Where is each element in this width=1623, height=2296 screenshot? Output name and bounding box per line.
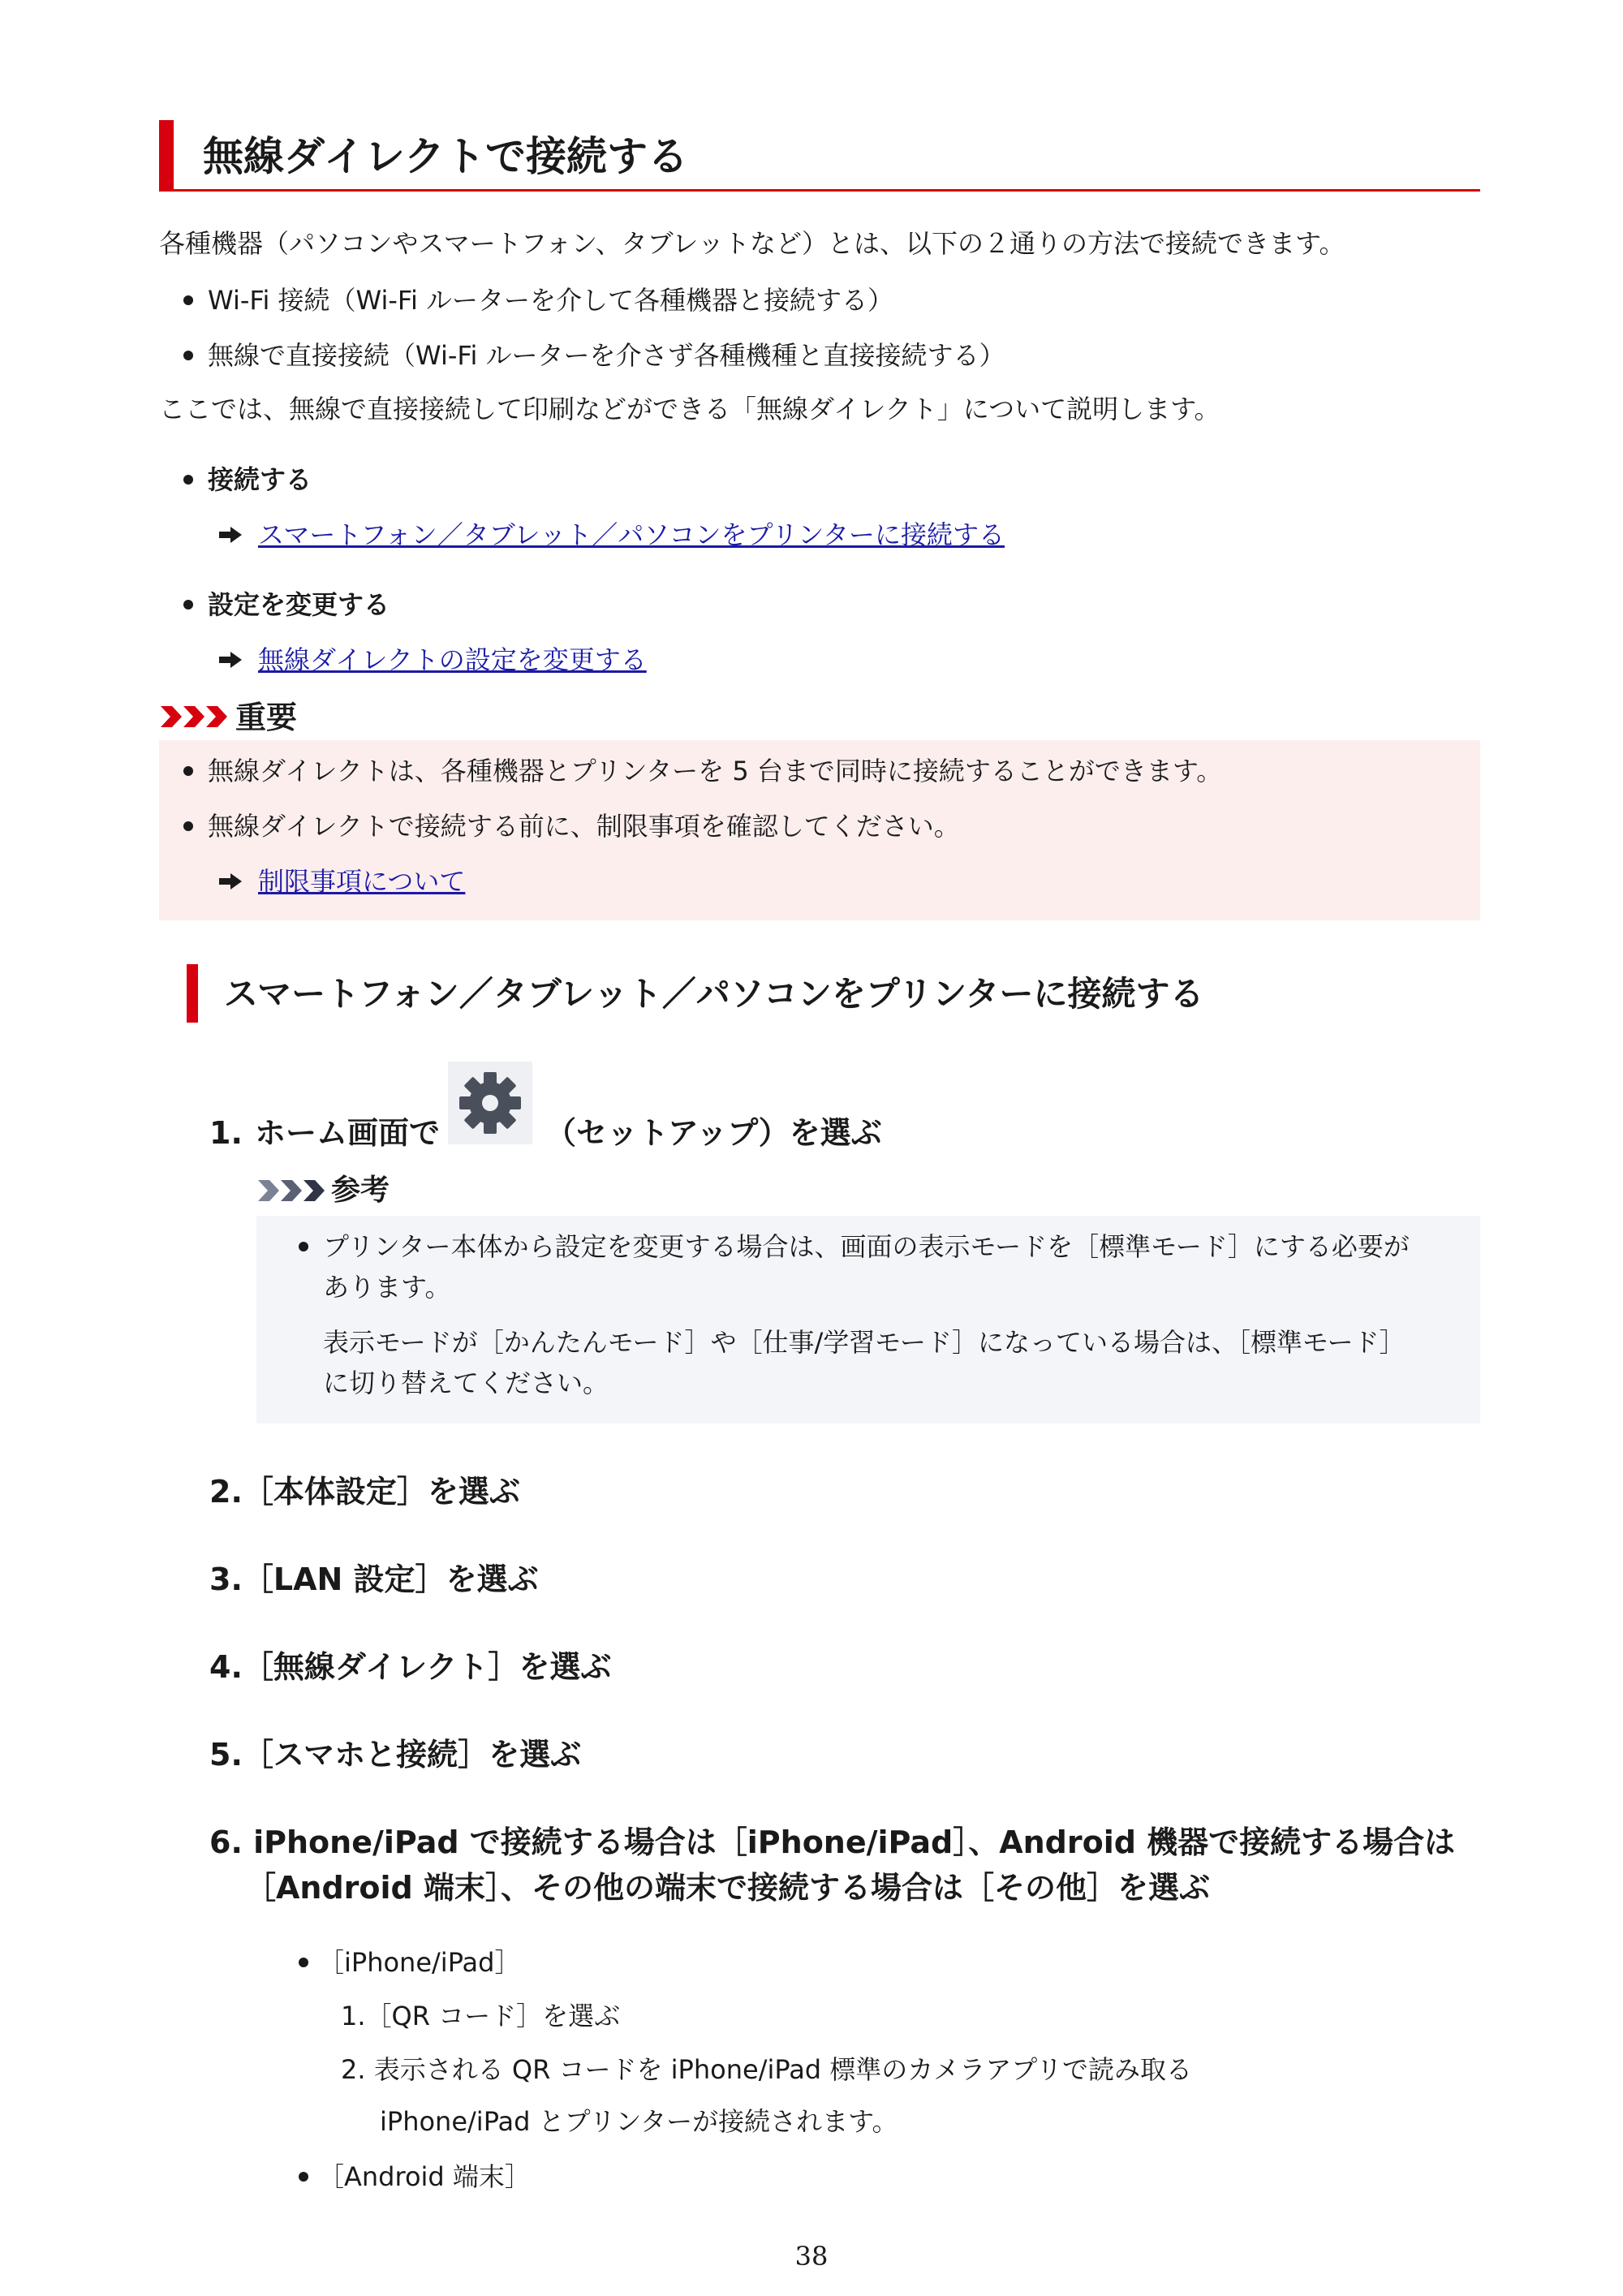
important-arrows-icon — [161, 704, 229, 729]
note-text: に切り替えてください。 — [323, 1368, 609, 1398]
title-underline — [159, 189, 1480, 192]
note-text: プリンター本体から設定を変更する場合は、画面の表示モードを［標準モード］にする必要が — [323, 1231, 1410, 1262]
step-6-line2: ［Android 端末］、その他の端末で接続する場合は［その他］を選ぶ — [245, 1870, 1210, 1906]
step-1-text: ホーム画面で — [255, 1115, 441, 1151]
section-title: スマートフォン／タブレット／パソコンをプリンターに接続する — [224, 974, 1204, 1014]
arrow-right-icon — [217, 872, 243, 891]
topic-link[interactable]: 無線ダイレクトの設定を変更する — [258, 644, 647, 675]
bullet — [183, 600, 193, 610]
bullet — [183, 351, 193, 360]
arrow-right-icon — [217, 650, 243, 670]
title-bar — [159, 120, 174, 190]
page-title: 無線ダイレクトで接続する — [203, 133, 688, 180]
topic-link[interactable]: スマートフォン／タブレット／パソコンをプリンターに接続する — [258, 519, 1005, 550]
method-item: Wi-Fi 接続（Wi-Fi ルーターを介して各種機器と接続する） — [208, 285, 894, 316]
bullet — [183, 821, 193, 831]
step-2: 2.［本体設定］を選ぶ — [209, 1474, 520, 1510]
bullet — [183, 766, 193, 776]
important-item: 無線ダイレクトは、各種機器とプリンターを 5 台まで同時に接続することができます。 — [208, 756, 1223, 786]
android-option: ［Android 端末］ — [318, 2161, 531, 2192]
note-text: 表示モードが［かんたんモード］や［仕事/学習モード］になっている場合は、［標準モード］ — [323, 1327, 1406, 1358]
step-5: 5.［スマホと接続］を選ぶ — [209, 1737, 582, 1773]
step-3: 3.［LAN 設定］を選ぶ — [209, 1562, 539, 1597]
bullet — [299, 1958, 308, 1967]
iphone-option: ［iPhone/iPad］ — [318, 1947, 521, 1978]
note-arrows-icon — [258, 1178, 326, 1203]
arrow-right-icon — [217, 525, 243, 545]
intro-text: 各種機器（パソコンやスマートフォン、タブレットなど）とは、以下の２通りの方法で接続できます。 — [159, 228, 1345, 259]
bullet — [183, 295, 193, 305]
step-1-text-post: （セットアップ）を選ぶ — [545, 1115, 882, 1151]
step-4: 4.［無線ダイレクト］を選ぶ — [209, 1649, 612, 1685]
iphone-substep: 2. 表示される QR コードを iPhone/iPad 標準のカメラアプリで読み取る — [341, 2054, 1193, 2085]
restrictions-link[interactable]: 制限事項について — [258, 866, 466, 897]
iphone-result: iPhone/iPad とプリンターが接続されます。 — [380, 2106, 898, 2137]
setup-icon-box — [448, 1062, 532, 1144]
page-number: 38 — [794, 2241, 829, 2272]
topic-heading: 接続する — [208, 464, 312, 495]
section-bar — [187, 964, 198, 1023]
bullet — [299, 2172, 308, 2182]
topic-heading: 設定を変更する — [208, 589, 390, 620]
note-text: あります。 — [323, 1272, 451, 1303]
description-text: ここでは、無線で直接接続して印刷などができる「無線ダイレクト」について説明します。 — [159, 394, 1220, 424]
iphone-substep: 1.［QR コード］を選ぶ — [341, 2001, 621, 2031]
bullet — [299, 1242, 308, 1251]
method-item: 無線で直接接続（Wi-Fi ルーターを介さず各種機種と直接接続する） — [208, 340, 1005, 371]
important-item: 無線ダイレクトで接続する前に、制限事項を確認してください。 — [208, 811, 960, 842]
step-6-line1: 6. iPhone/iPad で接続する場合は［iPhone/iPad］、Android 機器で接続する場合は — [209, 1824, 1456, 1860]
gear-icon — [448, 1062, 532, 1144]
note-label: 参考 — [331, 1174, 390, 1207]
important-label: 重要 — [235, 700, 298, 735]
step-1-number: 1. — [209, 1115, 243, 1151]
bullet — [183, 475, 193, 485]
